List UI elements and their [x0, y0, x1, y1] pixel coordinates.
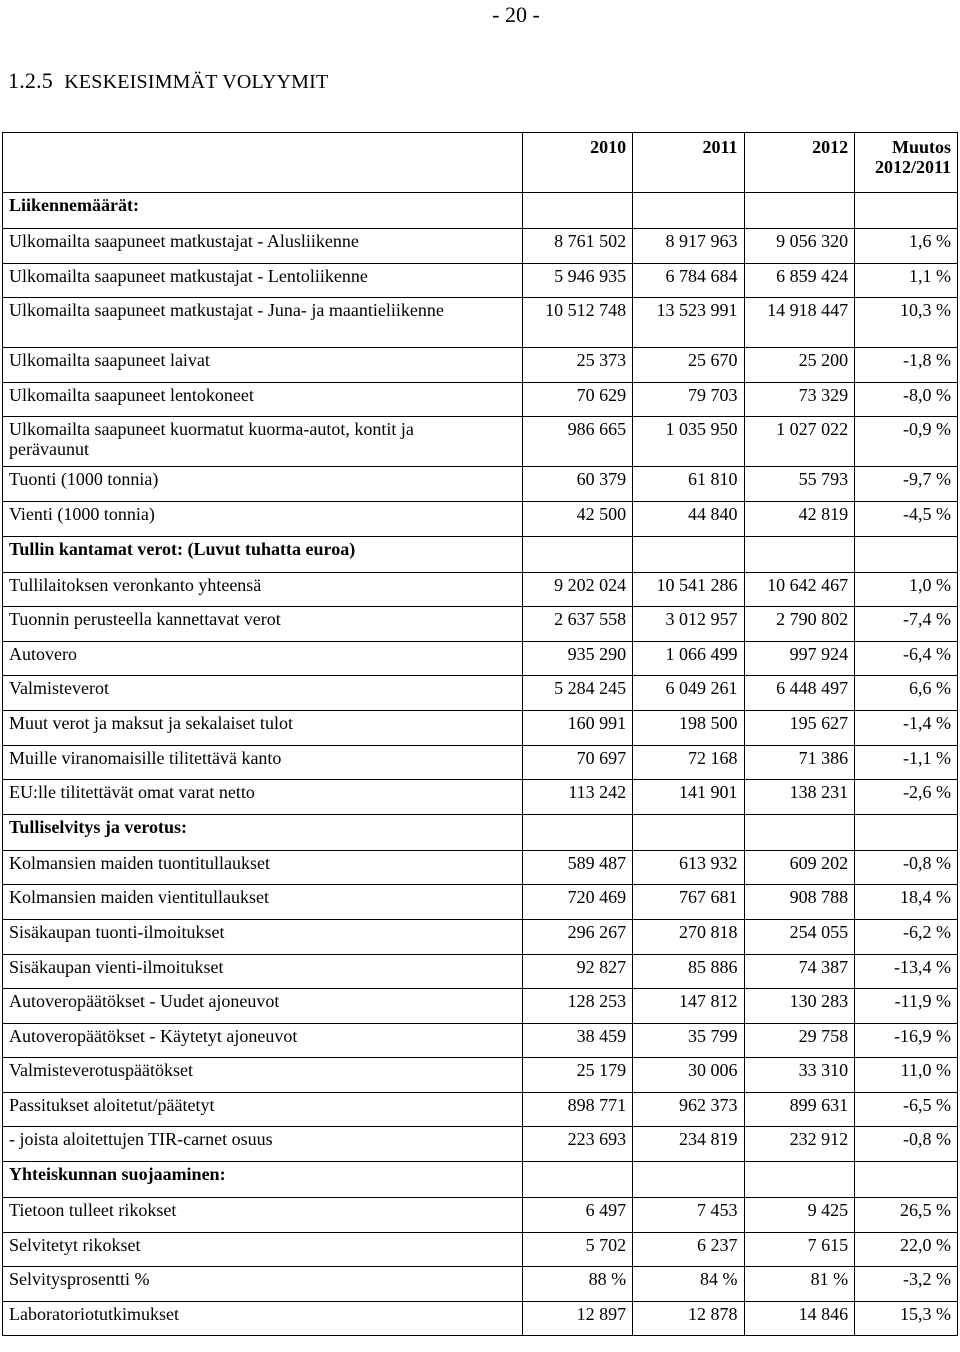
row-label: EU:lle tilitettävät omat varat netto	[3, 780, 523, 815]
value-2010: 25 373	[522, 348, 633, 383]
row-label: Tietoon tulleet rikokset	[3, 1198, 523, 1233]
value-2011	[633, 193, 744, 229]
value-change: -6,5 %	[855, 1092, 958, 1127]
value-2010: 92 827	[522, 954, 633, 989]
value-2011: 962 373	[633, 1092, 744, 1127]
row-label: Kolmansien maiden vientitullaukset	[3, 885, 523, 920]
row-label: Sisäkaupan vienti-ilmoitukset	[3, 954, 523, 989]
section-row	[3, 193, 958, 229]
value-2010: 70 629	[522, 382, 633, 417]
value-2010: 589 487	[522, 850, 633, 885]
value-2010: 898 771	[522, 1092, 633, 1127]
value-2010: 25 179	[522, 1058, 633, 1093]
value-change: 11,0 %	[855, 1058, 958, 1093]
row-label: Autoveropäätökset - Uudet ajoneuvot	[3, 989, 523, 1024]
header-col-change	[855, 133, 958, 193]
row-label: Ulkomailta saapuneet matkustajat - Alusliikenne	[3, 229, 523, 264]
row-label: Laboratoriotutkimukset	[3, 1301, 523, 1336]
value-change	[855, 193, 958, 229]
row-label: Muut verot ja maksut ja sekalaiset tulot	[3, 710, 523, 745]
row-label: Selvitetyt rikokset	[3, 1232, 523, 1267]
value-2011: 12 878	[633, 1301, 744, 1336]
value-2011: 8 917 963	[633, 229, 744, 264]
value-change: -7,4 %	[855, 607, 958, 642]
value-2012: 6 859 424	[744, 263, 855, 298]
section-label: Liikennemäärät:	[3, 193, 523, 229]
value-change: -0,8 %	[855, 850, 958, 885]
value-change	[855, 536, 958, 572]
value-2010: 5 284 245	[522, 676, 633, 711]
value-2011: 7 453	[633, 1198, 744, 1233]
table-row	[3, 1267, 958, 1302]
value-2011: 198 500	[633, 710, 744, 745]
value-2012: 14 918 447	[744, 298, 855, 348]
value-2011: 44 840	[633, 501, 744, 536]
header-col-2010: 2010	[522, 133, 633, 193]
section-row	[3, 1162, 958, 1198]
value-change: 6,6 %	[855, 676, 958, 711]
value-2012: 908 788	[744, 885, 855, 920]
row-label: Autovero	[3, 641, 523, 676]
value-2012: 130 283	[744, 989, 855, 1024]
section-label: Tulliselvitys ja verotus:	[3, 814, 523, 850]
row-label: - joista aloitettujen TIR-carnet osuus	[3, 1127, 523, 1162]
value-2012	[744, 193, 855, 229]
value-2010: 70 697	[522, 745, 633, 780]
value-2010: 5 702	[522, 1232, 633, 1267]
row-label: Tullilaitoksen veronkanto yhteensä	[3, 572, 523, 607]
row-label: Selvitysprosentti %	[3, 1267, 523, 1302]
row-label: Valmisteverot	[3, 676, 523, 711]
value-2010: 113 242	[522, 780, 633, 815]
value-2010	[522, 536, 633, 572]
value-2011: 61 810	[633, 467, 744, 502]
value-change: -1,8 %	[855, 348, 958, 383]
value-2011	[633, 536, 744, 572]
row-label: Ulkomailta saapuneet matkustajat - Lentoliikenne	[3, 263, 523, 298]
section-label: Tullin kantamat verot: (Luvut tuhatta euroa)	[3, 536, 523, 572]
value-2011: 1 066 499	[633, 641, 744, 676]
value-2011: 6 049 261	[633, 676, 744, 711]
value-2011	[633, 814, 744, 850]
value-2011: 35 799	[633, 1023, 744, 1058]
header-col-change-label: Muutos 2012/2011	[874, 137, 951, 177]
value-2012: 42 819	[744, 501, 855, 536]
value-2011: 6 237	[633, 1232, 744, 1267]
value-2010: 5 946 935	[522, 263, 633, 298]
row-label: Tuonnin perusteella kannettavat verot	[3, 607, 523, 642]
page-number: - 20 -	[492, 2, 540, 27]
value-2010	[522, 814, 633, 850]
table-row	[3, 298, 958, 348]
value-2010: 2 637 558	[522, 607, 633, 642]
table-header-row	[3, 133, 958, 193]
value-2010: 8 761 502	[522, 229, 633, 264]
value-change: 1,1 %	[855, 263, 958, 298]
value-2011: 85 886	[633, 954, 744, 989]
row-label: Ulkomailta saapuneet laivat	[3, 348, 523, 383]
value-change	[855, 814, 958, 850]
table-row	[3, 572, 958, 607]
table-row	[3, 710, 958, 745]
value-2011: 6 784 684	[633, 263, 744, 298]
section-title: KESKEISIMMÄT VOLYYMIT	[64, 71, 329, 93]
value-2012: 254 055	[744, 919, 855, 954]
value-2011: 613 932	[633, 850, 744, 885]
value-change: 1,6 %	[855, 229, 958, 264]
table-row	[3, 885, 958, 920]
value-2011: 25 670	[633, 348, 744, 383]
table-row	[3, 1232, 958, 1267]
value-change: 1,0 %	[855, 572, 958, 607]
value-2012: 9 056 320	[744, 229, 855, 264]
value-2011: 13 523 991	[633, 298, 744, 348]
value-2011	[633, 1162, 744, 1198]
value-2012: 29 758	[744, 1023, 855, 1058]
value-2011: 30 006	[633, 1058, 744, 1093]
value-change: -6,4 %	[855, 641, 958, 676]
value-2011: 1 035 950	[633, 417, 744, 467]
table-row	[3, 780, 958, 815]
value-2012: 74 387	[744, 954, 855, 989]
value-2012: 1 027 022	[744, 417, 855, 467]
table-row	[3, 382, 958, 417]
value-2010	[522, 193, 633, 229]
table-row	[3, 417, 958, 467]
value-2011: 10 541 286	[633, 572, 744, 607]
value-2011: 84 %	[633, 1267, 744, 1302]
table-row	[3, 641, 958, 676]
table-row	[3, 954, 958, 989]
volumes-table	[2, 132, 958, 1336]
value-change: 22,0 %	[855, 1232, 958, 1267]
row-label: Tuonti (1000 tonnia)	[3, 467, 523, 502]
value-2012: 9 425	[744, 1198, 855, 1233]
row-label: Autoveropäätökset - Käytetyt ajoneuvot	[3, 1023, 523, 1058]
value-change: -11,9 %	[855, 989, 958, 1024]
table-row	[3, 501, 958, 536]
value-2012: 73 329	[744, 382, 855, 417]
value-change: -2,6 %	[855, 780, 958, 815]
value-2010: 38 459	[522, 1023, 633, 1058]
value-2012	[744, 814, 855, 850]
value-change: -6,2 %	[855, 919, 958, 954]
row-label: Vienti (1000 tonnia)	[3, 501, 523, 536]
value-2012: 55 793	[744, 467, 855, 502]
value-2010: 223 693	[522, 1127, 633, 1162]
value-2011: 3 012 957	[633, 607, 744, 642]
value-change: 10,3 %	[855, 298, 958, 348]
value-change: -1,1 %	[855, 745, 958, 780]
table-row	[3, 607, 958, 642]
table-row	[3, 1301, 958, 1336]
table-row	[3, 850, 958, 885]
value-2012: 195 627	[744, 710, 855, 745]
table-body	[3, 133, 958, 1336]
value-2012: 899 631	[744, 1092, 855, 1127]
value-change: -4,5 %	[855, 501, 958, 536]
table-row	[3, 467, 958, 502]
row-label: Muille viranomaisille tilitettävä kanto	[3, 745, 523, 780]
value-change: -13,4 %	[855, 954, 958, 989]
header-col-2011: 2011	[633, 133, 744, 193]
value-2010: 10 512 748	[522, 298, 633, 348]
table-row	[3, 1058, 958, 1093]
table-row	[3, 1198, 958, 1233]
section-label: Yhteiskunnan suojaaminen:	[3, 1162, 523, 1198]
value-2012: 6 448 497	[744, 676, 855, 711]
value-2012	[744, 536, 855, 572]
value-2010: 935 290	[522, 641, 633, 676]
section-row	[3, 536, 958, 572]
value-2010	[522, 1162, 633, 1198]
value-2010: 6 497	[522, 1198, 633, 1233]
value-change: -0,9 %	[855, 417, 958, 467]
section-number: 1.2.5	[8, 68, 53, 93]
table-row	[3, 263, 958, 298]
value-change: -16,9 %	[855, 1023, 958, 1058]
value-2012: 997 924	[744, 641, 855, 676]
row-label: Ulkomailta saapuneet matkustajat - Juna- ja maantieliikenne	[3, 298, 523, 348]
value-2012: 609 202	[744, 850, 855, 885]
table-row	[3, 676, 958, 711]
row-label: Kolmansien maiden tuontitullaukset	[3, 850, 523, 885]
value-2012: 33 310	[744, 1058, 855, 1093]
value-2010: 88 %	[522, 1267, 633, 1302]
header-col-2012: 2012	[744, 133, 855, 193]
section-row	[3, 814, 958, 850]
value-change: -8,0 %	[855, 382, 958, 417]
table-row	[3, 1092, 958, 1127]
value-2012: 81 %	[744, 1267, 855, 1302]
value-2012: 10 642 467	[744, 572, 855, 607]
row-label: Ulkomailta saapuneet lentokoneet	[3, 382, 523, 417]
value-2010: 296 267	[522, 919, 633, 954]
row-label: Valmisteverotuspäätökset	[3, 1058, 523, 1093]
value-2010: 9 202 024	[522, 572, 633, 607]
value-2011: 270 818	[633, 919, 744, 954]
value-2010: 720 469	[522, 885, 633, 920]
value-2011: 767 681	[633, 885, 744, 920]
value-2010: 128 253	[522, 989, 633, 1024]
row-label: Passitukset aloitetut/päätetyt	[3, 1092, 523, 1127]
value-2012: 7 615	[744, 1232, 855, 1267]
value-change	[855, 1162, 958, 1198]
table-row	[3, 229, 958, 264]
value-2011: 234 819	[633, 1127, 744, 1162]
value-2012	[744, 1162, 855, 1198]
table-row	[3, 1127, 958, 1162]
value-2010: 60 379	[522, 467, 633, 502]
value-2011: 72 168	[633, 745, 744, 780]
value-2010: 986 665	[522, 417, 633, 467]
table-row	[3, 989, 958, 1024]
value-change: 15,3 %	[855, 1301, 958, 1336]
value-change: -1,4 %	[855, 710, 958, 745]
value-change: -0,8 %	[855, 1127, 958, 1162]
value-2011: 141 901	[633, 780, 744, 815]
value-2012: 232 912	[744, 1127, 855, 1162]
value-2011: 79 703	[633, 382, 744, 417]
value-2012: 25 200	[744, 348, 855, 383]
value-change: -9,7 %	[855, 467, 958, 502]
value-change: -3,2 %	[855, 1267, 958, 1302]
table-row	[3, 745, 958, 780]
header-empty-cell	[3, 133, 523, 193]
value-2012: 14 846	[744, 1301, 855, 1336]
table-row	[3, 348, 958, 383]
table-row	[3, 919, 958, 954]
value-2010: 42 500	[522, 501, 633, 536]
value-2012: 138 231	[744, 780, 855, 815]
section-heading	[8, 68, 328, 94]
value-2012: 71 386	[744, 745, 855, 780]
value-2011: 147 812	[633, 989, 744, 1024]
value-2010: 160 991	[522, 710, 633, 745]
value-2010: 12 897	[522, 1301, 633, 1336]
value-change: 18,4 %	[855, 885, 958, 920]
value-2012: 2 790 802	[744, 607, 855, 642]
table-row	[3, 1023, 958, 1058]
row-label: Ulkomailta saapuneet kuormatut kuorma-autot, kontit ja perävaunut	[3, 417, 523, 467]
row-label: Sisäkaupan tuonti-ilmoitukset	[3, 919, 523, 954]
value-change: 26,5 %	[855, 1198, 958, 1233]
